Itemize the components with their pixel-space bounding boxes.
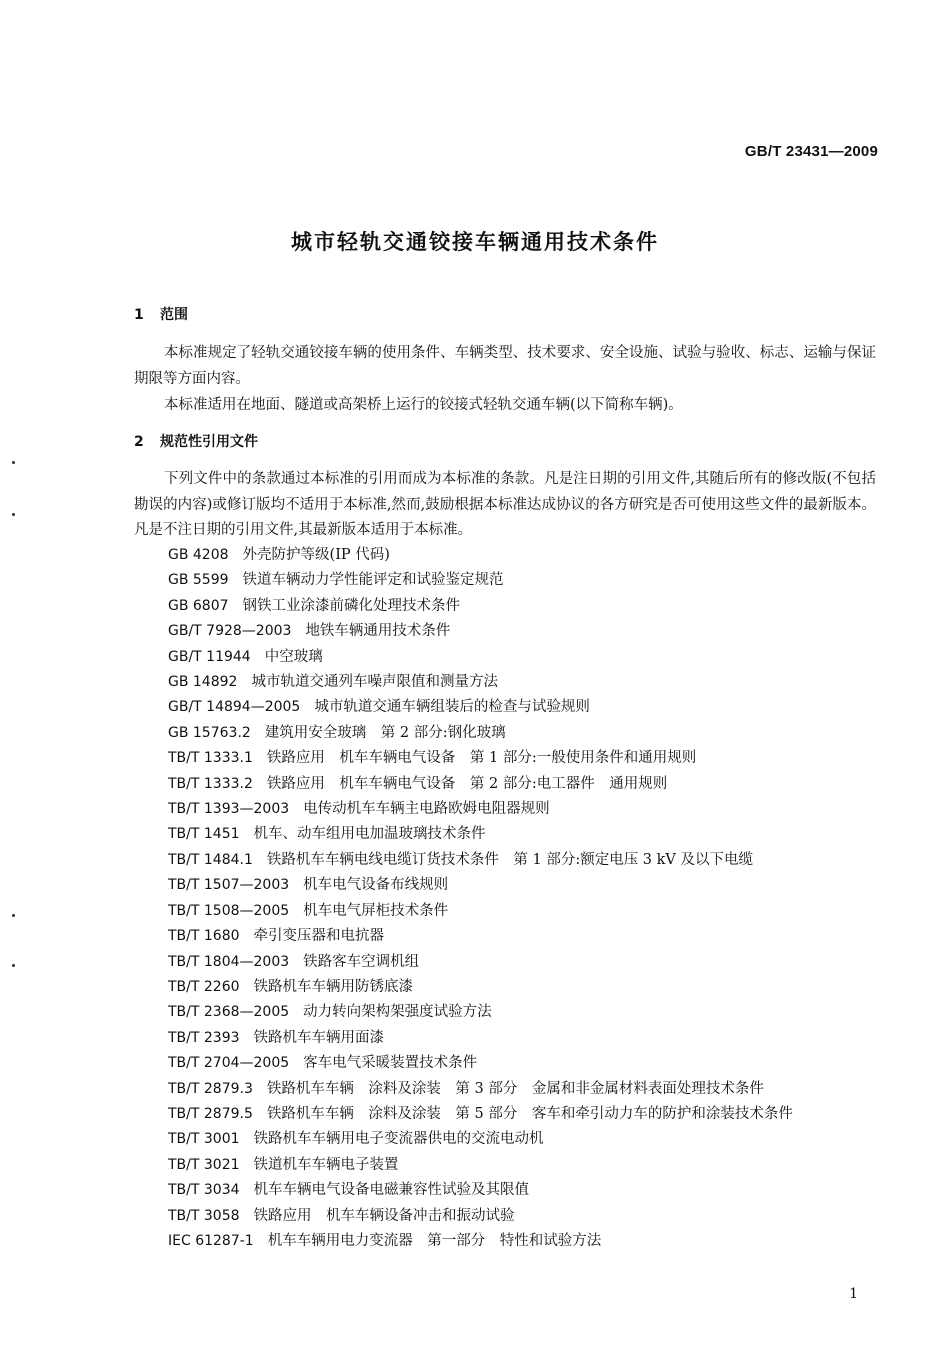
- reference-title: 机车电气屏柜技术条件: [303, 902, 449, 919]
- reference-item: [134, 1178, 876, 1203]
- reference-code: TB/T 2879.3: [168, 1080, 253, 1097]
- reference-code: TB/T 3001: [168, 1131, 240, 1148]
- reference-item: [134, 746, 876, 771]
- reference-title: 铁路机车车辆电线电缆订货技术条件 第 1 部分:额定电压 3 kV 及以下电缆: [266, 851, 754, 868]
- reference-list: [134, 543, 876, 1254]
- reference-title: 电传动机车车辆主电路欧姆电阻器规则: [303, 801, 550, 818]
- reference-title: 建筑用安全玻璃 第 2 部分:钢化玻璃: [264, 724, 506, 741]
- reference-item: [134, 848, 876, 873]
- scan-speck: [12, 461, 15, 464]
- reference-item: [134, 1229, 876, 1254]
- reference-item: [134, 619, 876, 644]
- reference-item: [134, 1127, 876, 1152]
- reference-title: 钢铁工业涂漆前磷化处理技术条件: [242, 597, 461, 614]
- section-1-heading: [134, 304, 188, 324]
- reference-item: [134, 1077, 876, 1102]
- reference-title: 机车车辆用电力变流器 第一部分 特性和试验方法: [267, 1232, 602, 1249]
- section-2-heading: [134, 431, 258, 451]
- reference-code: TB/T 3058: [168, 1207, 240, 1224]
- section-2-number: 2: [134, 434, 144, 450]
- reference-title: 机车电气设备布线规则: [303, 877, 449, 894]
- reference-item: [134, 1051, 876, 1076]
- reference-item: [134, 822, 876, 847]
- reference-item: [134, 950, 876, 975]
- reference-code: GB 15763.2: [168, 724, 251, 741]
- scan-speck: [12, 914, 15, 917]
- section-1-paragraph-2: 本标准适用在地面、隧道或高架桥上运行的铰接式轻轨交通车辆(以下简称车辆)。: [164, 397, 683, 413]
- reference-title: 铁路机车车辆用电子变流器供电的交流电动机: [253, 1131, 544, 1148]
- reference-code: TB/T 2260: [168, 978, 240, 995]
- reference-code: TB/T 1333.2: [168, 775, 253, 792]
- reference-item: [134, 645, 876, 670]
- reference-title: 铁路应用 机车车辆设备冲击和振动试验: [253, 1207, 515, 1224]
- section-1-title: 范围: [160, 307, 188, 323]
- reference-title: 铁路应用 机车车辆电气设备 第 1 部分:一般使用条件和通用规则: [266, 750, 697, 767]
- reference-code: TB/T 2368—2005: [168, 1004, 290, 1021]
- reference-title: 机车车辆电气设备电磁兼容性试验及其限值: [253, 1182, 530, 1199]
- reference-title: 动力转向架构架强度试验方法: [303, 1004, 492, 1021]
- reference-item: [134, 975, 876, 1000]
- reference-title: 铁路客车空调机组: [303, 953, 420, 970]
- document-title: 城市轻轨交通铰接车辆通用技术条件: [291, 230, 659, 254]
- section-2-title: 规范性引用文件: [160, 434, 258, 450]
- reference-item: [134, 873, 876, 898]
- reference-code: TB/T 3034: [168, 1182, 240, 1199]
- reference-item: [134, 568, 876, 593]
- reference-code: GB/T 7928—2003: [168, 623, 292, 640]
- reference-title: 铁路机车车辆用防锈底漆: [253, 978, 414, 995]
- reference-title: 铁路机车车辆 涂料及涂装 第 3 部分 金属和非金属材料表面处理技术条件: [266, 1080, 764, 1097]
- reference-title: 机车、动车组用电加温玻璃技术条件: [253, 826, 486, 843]
- reference-code: TB/T 2879.5: [168, 1105, 253, 1122]
- reference-code: GB 14892: [168, 674, 238, 691]
- reference-code: TB/T 3021: [168, 1156, 240, 1173]
- reference-code: GB 6807: [168, 597, 229, 614]
- reference-code: GB 5599: [168, 572, 229, 589]
- reference-item: [134, 1026, 876, 1051]
- reference-title: 铁路应用 机车车辆电气设备 第 2 部分:电工器件 通用规则: [266, 775, 668, 792]
- reference-title: 城市轨道交通列车噪声限值和测量方法: [251, 674, 498, 691]
- reference-title: 外壳防护等级(IP 代码): [242, 547, 390, 563]
- reference-code: TB/T 1393—2003: [168, 801, 290, 818]
- scan-speck: [12, 964, 15, 967]
- reference-title: 客车电气采暖装置技术条件: [303, 1055, 478, 1072]
- reference-item: [134, 721, 876, 746]
- page-number: 1: [849, 1286, 858, 1302]
- reference-title: 铁路机车车辆 涂料及涂装 第 5 部分 客车和牵引动力车的防护和涂装技术条件: [266, 1105, 793, 1122]
- reference-code: GB/T 11944: [168, 648, 251, 665]
- reference-title: 铁道车辆动力学性能评定和试验鉴定规范: [242, 572, 504, 589]
- reference-item: [134, 1102, 876, 1127]
- reference-code: GB/T 14894—2005: [168, 699, 301, 716]
- reference-item: [134, 594, 876, 619]
- reference-code: TB/T 2393: [168, 1029, 240, 1046]
- reference-item: [134, 1153, 876, 1178]
- reference-code: TB/T 1680: [168, 928, 240, 945]
- reference-title: 城市轨道交通车辆组装后的检查与试验规则: [314, 699, 590, 716]
- section-1-paragraph-1: 本标准规定了轻轨交通铰接车辆的使用条件、车辆类型、技术要求、安全设施、试验与验收、标志、运输与保证期限等方面内容。: [134, 345, 876, 387]
- reference-code: TB/T 1508—2005: [168, 902, 290, 919]
- reference-item: [134, 797, 876, 822]
- reference-item: [134, 1204, 876, 1229]
- reference-title: 中空玻璃: [264, 648, 323, 665]
- reference-item: [134, 1000, 876, 1025]
- section-1-number: 1: [134, 307, 144, 323]
- reference-item: [134, 670, 876, 695]
- reference-title: 铁道机车车辆电子装置: [253, 1156, 399, 1173]
- reference-item: [134, 924, 876, 949]
- scan-speck: [12, 513, 15, 516]
- reference-code: IEC 61287-1: [168, 1232, 254, 1249]
- reference-code: TB/T 2704—2005: [168, 1055, 290, 1072]
- reference-item: [134, 543, 876, 568]
- reference-code: TB/T 1333.1: [168, 750, 253, 767]
- reference-code: GB 4208: [168, 547, 229, 563]
- reference-code: TB/T 1804—2003: [168, 953, 290, 970]
- reference-code: TB/T 1451: [168, 826, 240, 843]
- standard-code: GB/T 23431—2009: [744, 143, 878, 160]
- reference-title: 铁路机车车辆用面漆: [253, 1029, 385, 1046]
- reference-title: 牵引变压器和电抗器: [253, 928, 385, 945]
- reference-item: [134, 772, 876, 797]
- reference-code: TB/T 1484.1: [168, 851, 253, 868]
- reference-title: 地铁车辆通用技术条件: [305, 623, 451, 640]
- reference-item: [134, 695, 876, 720]
- section-2-intro: 下列文件中的条款通过本标准的引用而成为本标准的条款。凡是注日期的引用文件,其随后所有的修改版(不包括勘误的内容)或修订版均不适用于本标准,然而,鼓励根据本标准达成协议的各方研究是否可使用这些文件的最新版本。凡是不注日期的引用文件,其最新版本适用于本标准。: [134, 471, 876, 538]
- reference-code: TB/T 1507—2003: [168, 877, 290, 894]
- reference-item: [134, 899, 876, 924]
